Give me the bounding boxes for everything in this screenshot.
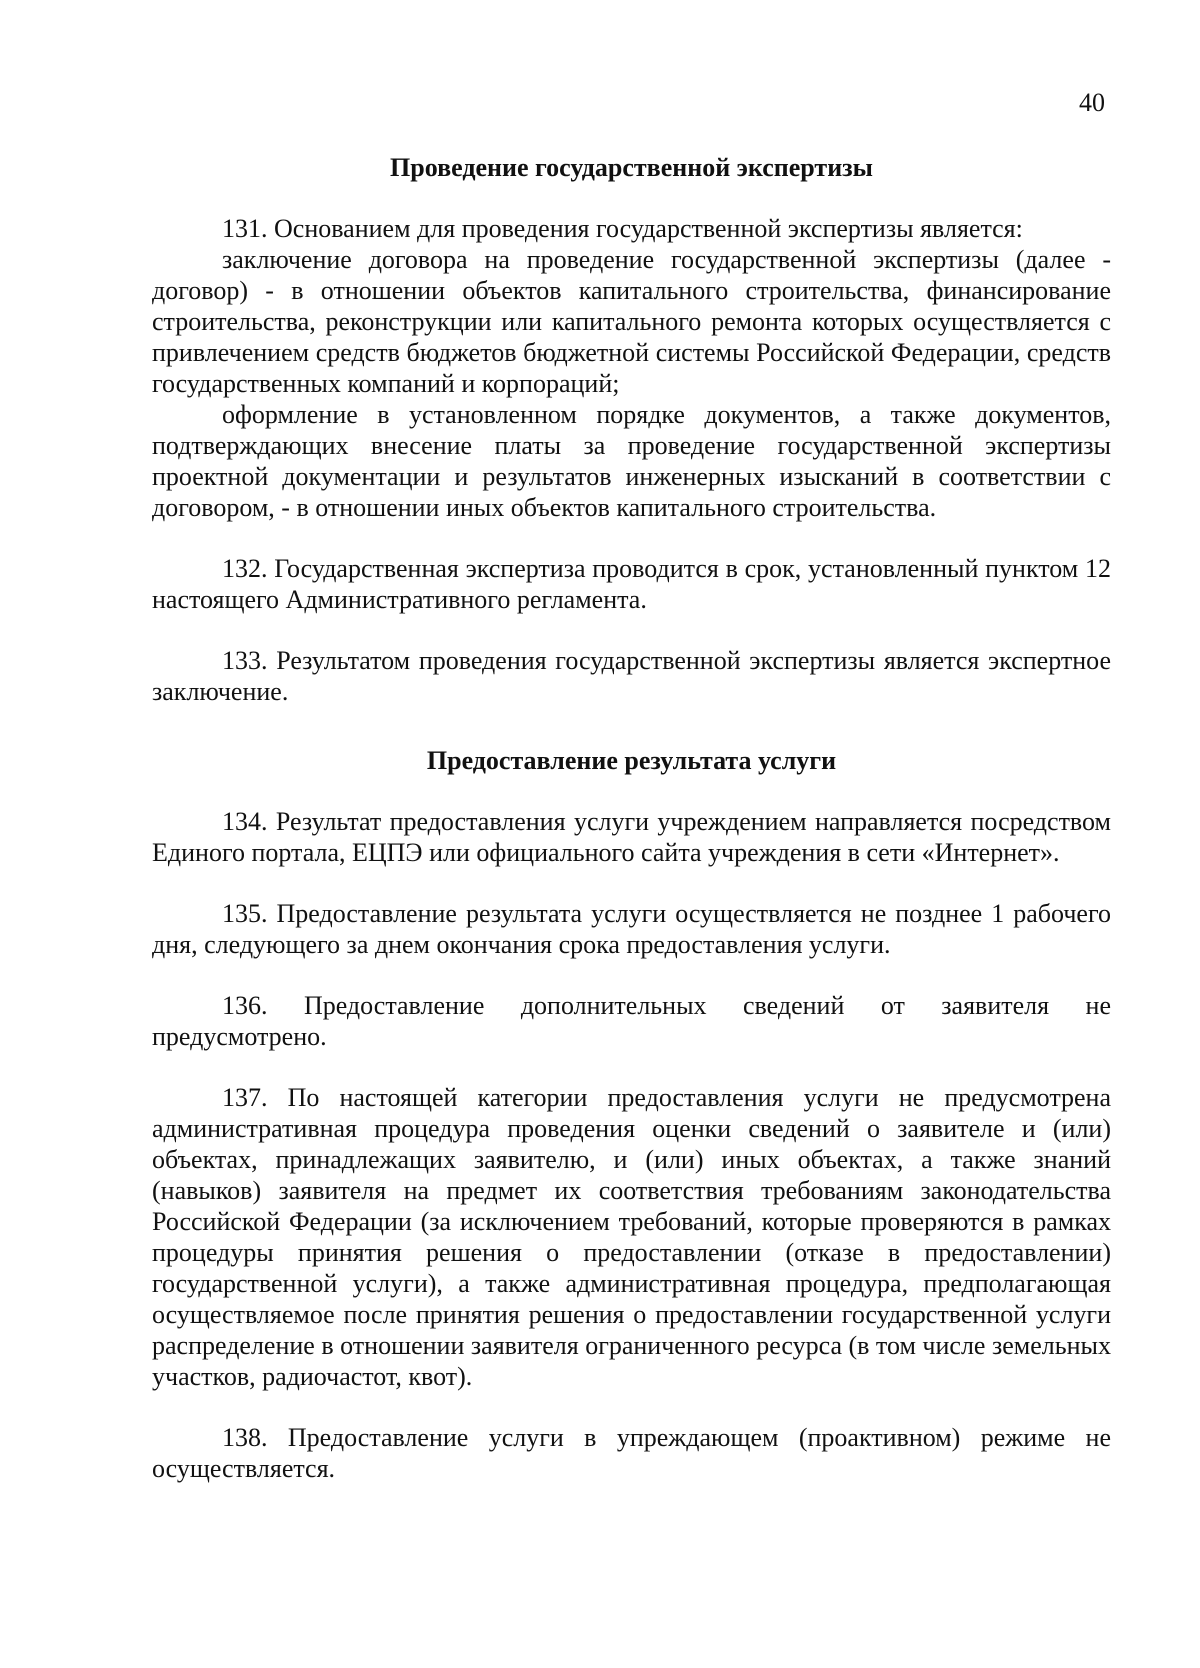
paragraph: 137. По настоящей категории предоставления услуги не предусмотрена административная процедура проведения оценки сведений о заявителе и (или) объектах, принадлежащих заявителю, и (или) иных объектах, а также знаний (навыков) заявителя на предмет их соответствия требованиям законодательства Российской Федерации (за исключением требований, которые проверяются в рамках процедуры принятия решения о предоставлении (отказе в предоставлении) государственной услуги), а также административная процедура, предполагающая осуществляемое после принятия решения о предоставлении государственной услуги распределение в отношении заявителя ограниченного ресурса (в том числе земельных участков, радиочастот, квот). xyxy=(152,1083,1111,1391)
paragraph: 133. Результатом проведения государственной экспертизы является экспертное заключение. xyxy=(152,646,1111,706)
clause-136 xyxy=(152,990,1111,1052)
paragraph: 135. Предоставление результата услуги осуществляется не позднее 1 рабочего дня, следующего за днем окончания срока предоставления услуги. xyxy=(152,899,1111,959)
paragraph: оформление в установленном порядке документов, а также документов, подтверждающих внесение платы за проведение государственной экспертизы проектной документации и результатов инженерных изысканий в соответствии с договором, - в отношении иных объектов капитального строительства. xyxy=(152,400,1111,522)
paragraph: 132. Государственная экспертиза проводится в срок, установленный пунктом 12 настоящего Административного регламента. xyxy=(152,554,1111,614)
clause-138 xyxy=(152,1422,1111,1484)
document-content xyxy=(152,152,1111,1484)
clause-132 xyxy=(152,553,1111,615)
clause-135 xyxy=(152,898,1111,960)
paragraph: 134. Результат предоставления услуги учреждением направляется посредством Единого портала, ЕЦПЭ или официального сайта учреждения в сети «Интернет». xyxy=(152,807,1111,867)
paragraph: 138. Предоставление услуги в упреждающем (проактивном) режиме не осуществляется. xyxy=(152,1423,1111,1483)
section-heading: Предоставление результата услуги xyxy=(426,746,837,775)
section-heading: Проведение государственной экспертизы xyxy=(390,153,873,182)
clause-133 xyxy=(152,645,1111,707)
paragraph: 136. Предоставление дополнительных сведений от заявителя не предусмотрено. xyxy=(152,991,1111,1051)
clause-137 xyxy=(152,1082,1111,1392)
paragraph: 131. Основанием для проведения государственной экспертизы является: xyxy=(222,214,1023,243)
clause-131 xyxy=(152,213,1111,523)
paragraph: заключение договора на проведение государственной экспертизы (далее - договор) - в отношении объектов капитального строительства, финансирование строительства, реконструкции или капитального ремонта которых осуществляется с привлечением средств бюджетов бюджетной системы Российской Федерации, средств государственных компаний и корпораций; xyxy=(152,245,1111,398)
clause-134 xyxy=(152,806,1111,868)
page-number: 40 xyxy=(1079,88,1105,117)
